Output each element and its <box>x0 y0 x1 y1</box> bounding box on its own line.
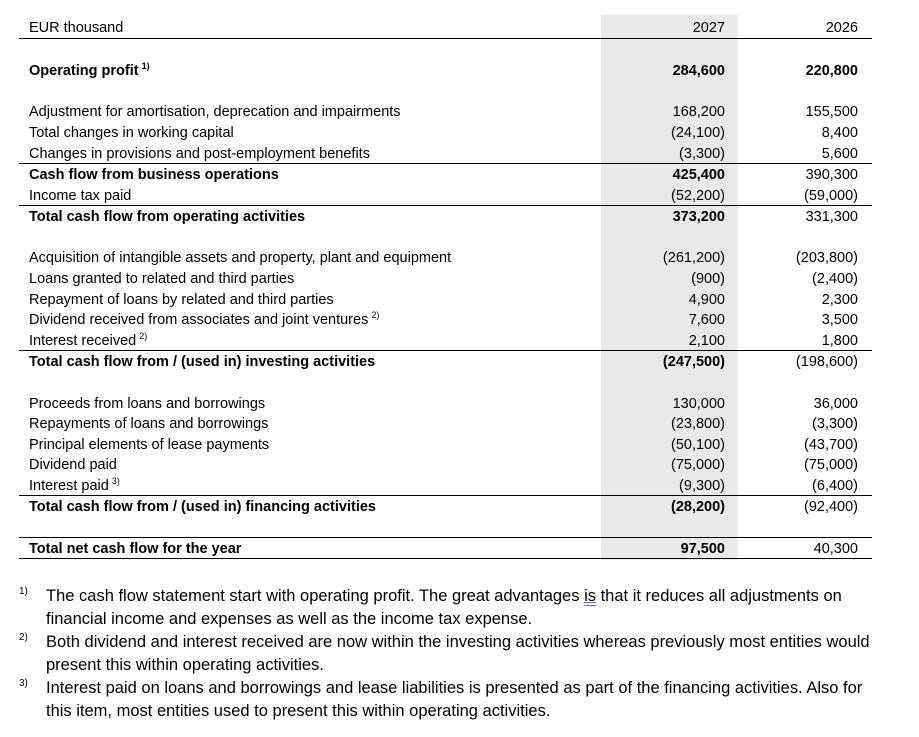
row-label: Principal elements of lease payments <box>29 437 270 453</box>
value-2026: 40,300 <box>813 541 858 557</box>
row-label: Cash flow from business operations <box>29 167 279 183</box>
footnote-ref: 3) <box>111 476 120 486</box>
underlined-word: is <box>584 587 596 605</box>
value-2027: (3,300) <box>679 146 725 162</box>
value-2026: 3,500 <box>821 312 858 328</box>
value-2026: 155,500 <box>805 104 858 120</box>
value-2027: (9,300) <box>679 478 725 494</box>
row-label: Repayments of loans and borrowings <box>29 416 269 432</box>
row-label: Total changes in working capital <box>29 125 234 141</box>
table-row <box>19 186 872 207</box>
column-header-2026: 2026 <box>825 20 858 36</box>
operating-profit-2027: 284,600 <box>672 63 725 79</box>
value-2026: (2,400) <box>812 271 858 287</box>
table-row <box>19 394 872 415</box>
column-header-2027: 2027 <box>692 20 725 36</box>
value-2026: (75,000) <box>803 457 858 473</box>
row-label: Interest paid <box>29 478 109 494</box>
row-label: Total cash flow from operating activities <box>29 209 306 225</box>
table-row <box>19 144 872 165</box>
row-label: Dividend received from associates and joint ventures <box>29 312 369 328</box>
footnote-ref: 2) <box>371 310 380 320</box>
value-2027: 425,400 <box>672 167 725 183</box>
row-label: Total net cash flow for the year <box>29 541 242 557</box>
footnote-ref: 1) <box>141 61 150 71</box>
total-rule <box>19 350 872 351</box>
footnote-ref: 2) <box>139 331 148 341</box>
value-2027: 7,600 <box>688 312 725 328</box>
unit-label: EUR thousand <box>29 20 124 36</box>
total-rule <box>19 205 872 206</box>
value-2026: (3,300) <box>812 416 858 432</box>
value-2026: (92,400) <box>803 499 858 515</box>
table-row <box>19 476 872 497</box>
row-label: Acquisition of intangible assets and property, plant and equipment <box>29 250 452 266</box>
value-2026: 5,600 <box>821 146 858 162</box>
value-2027: 4,900 <box>688 292 725 308</box>
table-row <box>19 435 872 456</box>
table-row <box>19 102 872 123</box>
header-rule <box>19 38 872 39</box>
net-top-rule <box>19 537 872 538</box>
value-2027: (28,200) <box>670 499 725 515</box>
value-2026: 390,300 <box>805 167 858 183</box>
value-2027: (24,100) <box>670 125 725 141</box>
total-rule <box>19 495 872 496</box>
value-2027: 97,500 <box>680 541 725 557</box>
value-2027: (247,500) <box>662 354 725 370</box>
footnote-text: The cash flow statement start with operating profit. The great advantages is that it reduces all adjustments on financial income and expenses as well as the income tax expense. <box>46 587 842 628</box>
table-row <box>19 248 872 269</box>
value-2026: 8,400 <box>821 125 858 141</box>
row-label: Income tax paid <box>29 188 132 204</box>
value-2027: (23,800) <box>670 416 725 432</box>
operating-profit-label: Operating profit <box>29 63 139 79</box>
table-row <box>19 310 872 331</box>
value-2026: 36,000 <box>813 396 858 412</box>
value-2026: (43,700) <box>803 437 858 453</box>
value-2026: 2,300 <box>821 292 858 308</box>
row-label: Proceeds from loans and borrowings <box>29 396 266 412</box>
table-row <box>19 269 872 290</box>
value-2027: 2,100 <box>688 333 725 349</box>
value-2027: (900) <box>691 271 725 287</box>
value-2026: (6,400) <box>812 478 858 494</box>
row-label: Changes in provisions and post-employment benefits <box>29 146 370 162</box>
table-row <box>19 123 872 144</box>
value-2027: 373,200 <box>672 209 725 225</box>
subtotal-rule <box>19 163 872 164</box>
financing-total-row <box>19 497 872 518</box>
value-2027: (75,000) <box>670 457 725 473</box>
value-2026: (59,000) <box>803 188 858 204</box>
table-row <box>19 290 872 311</box>
footnote-text: Both dividend and interest received are now within the investing activities whereas previously most entities would present this within operating activities. <box>46 633 870 674</box>
value-2026: (198,600) <box>795 354 858 370</box>
footnote-mark: 2) <box>19 632 28 643</box>
footnote-mark: 3) <box>19 678 28 689</box>
row-label: Repayment of loans by related and third parties <box>29 292 334 308</box>
row-label: Loans granted to related and third parties <box>29 271 295 287</box>
table-row <box>19 414 872 435</box>
row-label: Interest received <box>29 333 137 349</box>
row-label: Total cash flow from / (used in) investing activities <box>29 354 376 370</box>
value-2027: 168,200 <box>672 104 725 120</box>
value-2026: 331,300 <box>805 209 858 225</box>
value-2027: (52,200) <box>670 188 725 204</box>
operating-profit-2026: 220,800 <box>805 63 858 79</box>
value-2027: (50,100) <box>670 437 725 453</box>
table-row <box>19 455 872 476</box>
investing-total-row <box>19 352 872 373</box>
operating-profit-row <box>19 61 872 82</box>
footnote-text: Interest paid on loans and borrowings and lease liabilities is presented as part of the financing activities. Also for this item, most entities used to present this within operating activities. <box>46 679 863 720</box>
net-bottom-rule <box>19 558 872 559</box>
value-2027: (261,200) <box>662 250 725 266</box>
footnote-mark: 1) <box>19 586 28 597</box>
value-2027: 130,000 <box>672 396 725 412</box>
row-label: Dividend paid <box>29 457 117 473</box>
operating-total-row <box>19 207 872 228</box>
value-2026: (203,800) <box>795 250 858 266</box>
table-row-subtotal <box>19 165 872 186</box>
value-2026: 1,800 <box>821 333 858 349</box>
table-row <box>19 331 872 352</box>
net-cash-flow-row <box>19 539 872 560</box>
row-label: Total cash flow from / (used in) financing activities <box>29 499 376 515</box>
row-label: Adjustment for amortisation, deprecation and impairments <box>29 104 401 120</box>
header-row <box>19 18 872 39</box>
